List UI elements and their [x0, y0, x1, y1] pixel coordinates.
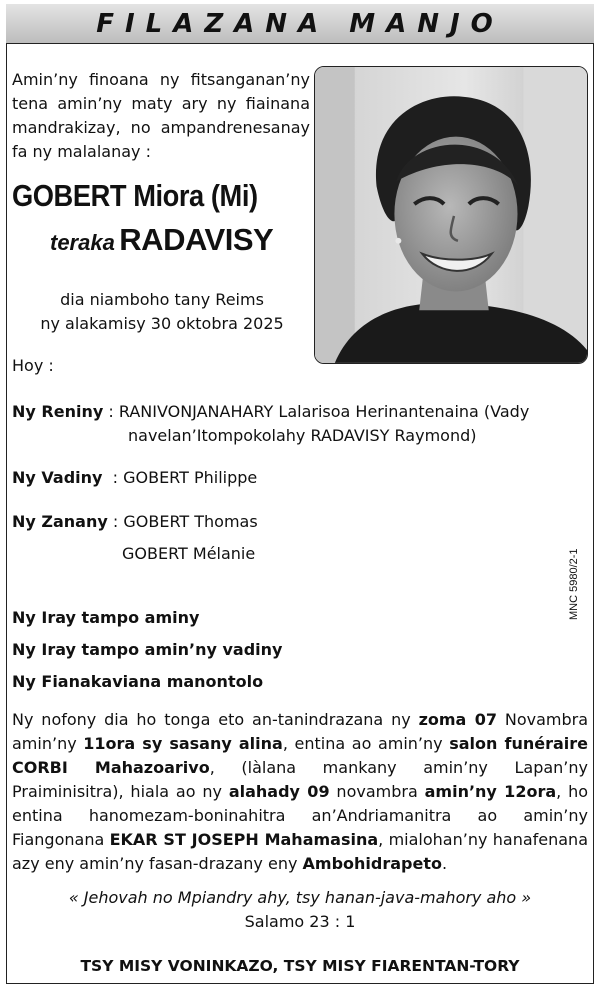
bible-verse: [12, 886, 588, 934]
death-info: [12, 288, 312, 336]
verse-reference: Salamo 23 : 1: [244, 912, 356, 931]
funeral-departure-day: alahady 09: [228, 782, 330, 801]
deceased-name: GOBERT Miora (Mi): [12, 178, 258, 213]
spouse-row: [12, 466, 257, 490]
funeral-text: Novambra amin’ny: [12, 710, 589, 753]
funeral-home: salon funéraire CORBI Mahazoarivo: [12, 734, 589, 777]
funeral-departure-time: amin’ny 12ora: [424, 782, 557, 801]
spouse-value: : GOBERT Philippe: [112, 468, 258, 487]
portrait-image: [315, 67, 587, 363]
footer-note: TSY MISY VONINKAZO, TSY MISY FIARENTAN-TORY: [80, 957, 520, 975]
spouse-label: Ny Vadiny: [12, 468, 103, 487]
funeral-text: , (làlana mankany amin’ny Lapan’ny Praiminisitra), hiala ao ny: [12, 758, 588, 801]
funeral-text: novambra: [329, 782, 425, 801]
hoy-label: Hoy :: [12, 356, 54, 375]
reference-code: MNC 5980/2-1: [568, 548, 580, 620]
relatives-item: Ny Fianakaviana manontolo: [12, 672, 264, 691]
portrait-photo: [314, 66, 588, 364]
parents-row: [12, 400, 588, 424]
parents-line2: navelan’Itompokolahy RADAVISY Raymond): [128, 426, 477, 445]
funeral-details: [12, 708, 588, 876]
children-label: Ny Zanany: [12, 512, 108, 531]
notice-header: [6, 4, 594, 44]
parents-line1: RANIVONJANAHARY Lalarisoa Herinantenaina (Vady: [118, 402, 530, 421]
deceased-alias: [50, 222, 273, 258]
relatives-item: Ny Iray tampo aminy: [12, 608, 200, 627]
intro-text: Amin’ny finoana ny fitsanganan’ny tena amin’ny maty ary ny fiainana mandrakizay, no ampandrenesanay fa ny malalanay :: [12, 70, 310, 161]
notice-title: FILAZANA MANJO: [96, 8, 504, 39]
verse-quote: « Jehovah no Mpiandry ahy, tsy hanan-java-mahory aho »: [68, 888, 532, 907]
alias-name: RADAVISY: [119, 222, 274, 257]
funeral-text: , ho entina hanomezam-boninahitra an’Andriamanitra ao amin’ny Fiangonana: [12, 782, 589, 849]
church-name: EKAR ST JOSEPH Mahamasina: [109, 830, 379, 849]
funeral-text: , entina ao amin’ny: [282, 734, 450, 753]
funeral-text: .: [442, 854, 448, 873]
parents-colon: :: [108, 402, 114, 421]
burial-place: Ambohidrapeto: [302, 854, 442, 873]
parents-label: Ny Reniny: [12, 402, 104, 421]
children-row: [12, 510, 258, 534]
death-place: dia niamboho tany Reims: [60, 290, 264, 309]
death-date: ny alakamisy 30 oktobra 2025: [40, 314, 284, 333]
children-value2: GOBERT Mélanie: [122, 544, 256, 563]
relatives-item: Ny Iray tampo amin’ny vadiny: [12, 640, 283, 659]
funeral-arrival-day: zoma 07: [418, 710, 497, 729]
children-value1: : GOBERT Thomas: [112, 512, 258, 531]
alias-prefix: teraka: [50, 230, 115, 255]
funeral-arrival-time: 11ora sy sasany alina: [83, 734, 283, 753]
funeral-text: Ny nofony dia ho tonga eto an-tanindrazana ny: [12, 710, 419, 729]
funeral-text: , mialohan’ny hanafenana azy eny amin’ny fasan-drazany eny: [12, 830, 589, 873]
